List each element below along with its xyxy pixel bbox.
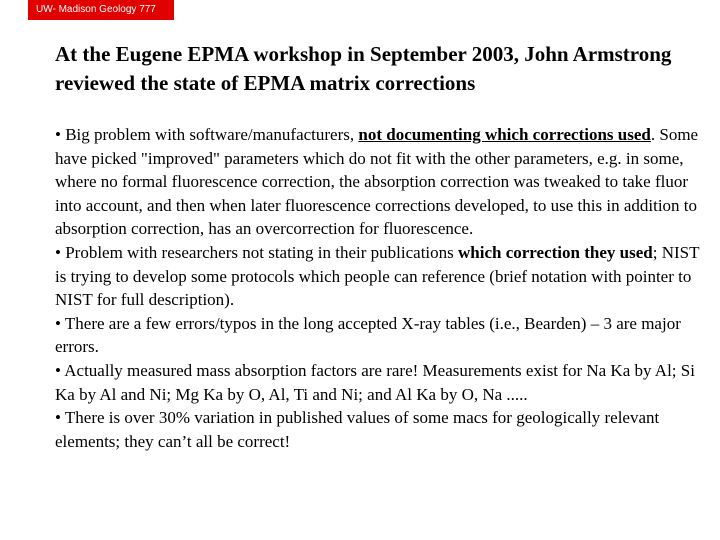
bullet-text: • Big problem with software/manufacturers,	[55, 125, 359, 144]
bullet-software-documentation	[55, 123, 700, 241]
bullet-emphasis: not documenting which corrections used	[358, 125, 651, 144]
bullet-mac-variation: • There is over 30% variation in published values of some macs for geologically relevant elements; they can’t all be correct!	[55, 408, 660, 451]
bullet-emphasis: which correction they used	[458, 242, 653, 262]
slide-body	[55, 123, 700, 453]
bullet-text: . Some have picked "improved" parameters which do not fit with the other parameters, e.g. in some, where no formal fluorescence correction, the absorption correction was tweaked to take fluor into account, and then when later fluorescence corrections developed, to use this in addition to absorption correction, has an overcorrection for fluorescence.	[55, 125, 699, 239]
bullet-xray-tables: • There are a few errors/typos in the long accepted X-ray tables (i.e., Bearden) – 3 are major errors.	[55, 313, 681, 357]
course-tag: UW- Madison Geology 777	[28, 0, 174, 20]
bullet-text: • Problem with researchers not stating in their publications	[55, 242, 459, 262]
bullet-researchers-stating	[55, 241, 700, 312]
bullet-mass-absorption: • Actually measured mass absorption factors are rare! Measurements exist for Na Ka by Al; Si Ka by Al and Ni; Mg Ka by O, Al, Ti and Ni; and Al Ka by O, Na .....	[55, 360, 695, 404]
bullet-text: ; NIST is trying to develop some protocols which people can reference (brief notation with pointer to NIST for full description).	[55, 242, 700, 310]
slide-title: At the Eugene EPMA workshop in September 2003, John Armstrong reviewed the state of EPMA matrix corrections	[55, 42, 672, 95]
